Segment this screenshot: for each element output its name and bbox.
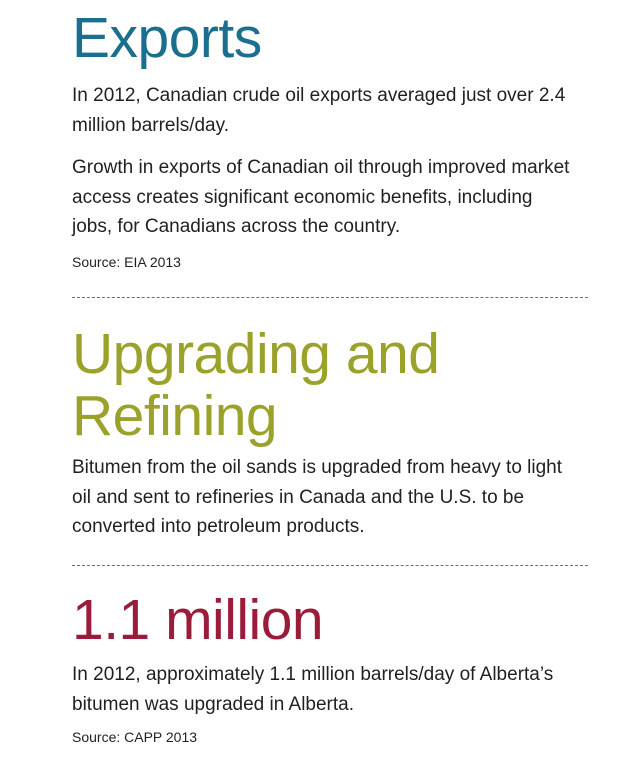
divider-2 — [72, 565, 588, 566]
upgrading-paragraph-wrap — [72, 453, 577, 542]
million-heading: 1.1 million — [72, 588, 324, 652]
exports-paragraph-1: In 2012, Canadian crude oil exports averaged just over 2.4 million barrels/day. — [72, 85, 566, 136]
exports-paragraph-1-wrap — [72, 81, 572, 140]
million-source-wrap — [72, 728, 592, 746]
exports-paragraph-2-wrap — [72, 153, 572, 242]
divider-1 — [72, 297, 588, 298]
upgrading-section — [72, 323, 592, 447]
exports-source: Source: EIA 2013 — [72, 254, 181, 270]
exports-section — [72, 8, 592, 68]
upgrading-paragraph: Bitumen from the oil sands is upgraded from heavy to light oil and sent to refineries in Canada and the U.S. to be converted into petroleum products. — [72, 457, 563, 537]
million-section — [72, 590, 592, 650]
million-paragraph: In 2012, approximately 1.1 million barrels/day of Alberta’s bitumen was upgraded in Alberta. — [72, 664, 554, 715]
million-paragraph-wrap — [72, 660, 582, 719]
exports-paragraph-2: Growth in exports of Canadian oil through improved market access creates significant economic benefits, including jobs, for Canadians across the country. — [72, 157, 570, 237]
exports-heading: Exports — [72, 6, 262, 70]
exports-source-wrap — [72, 253, 592, 271]
million-source: Source: CAPP 2013 — [72, 729, 198, 745]
upgrading-heading: Upgrading and Refining — [72, 322, 440, 448]
